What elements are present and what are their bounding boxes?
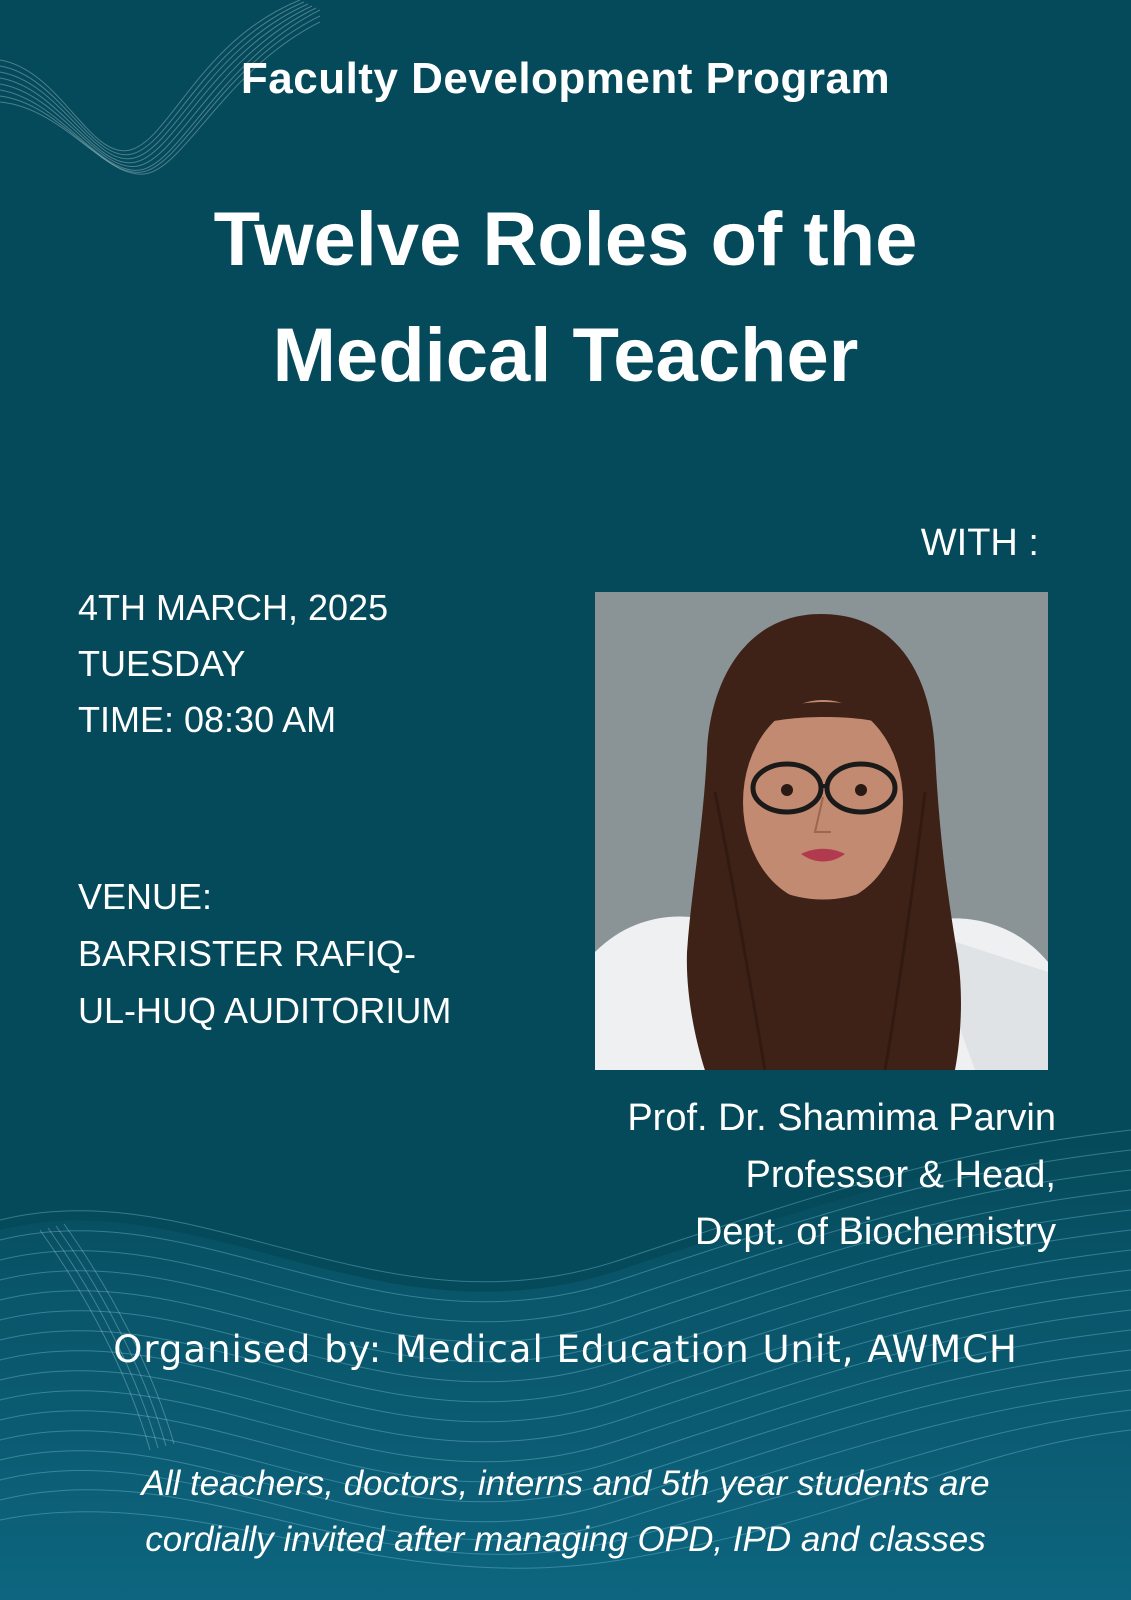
speaker-portrait-icon xyxy=(595,592,1048,1070)
venue-line-2: UL-HUQ AUDITORIUM xyxy=(78,990,452,1031)
invitation-line-2: cordially invited after managing OPD, IPD and classes xyxy=(145,1520,986,1559)
schedule-block xyxy=(78,580,388,748)
speaker-photo xyxy=(595,592,1048,1070)
venue-line-1: BARRISTER RAFIQ- xyxy=(78,933,417,974)
speaker-name: Prof. Dr. Shamima Parvin xyxy=(627,1097,1056,1139)
speaker-department: Dept. of Biochemistry xyxy=(694,1211,1056,1253)
page-title xyxy=(0,182,1131,414)
invitation-text xyxy=(0,1456,1131,1568)
title-line-1: Twelve Roles of the xyxy=(213,197,918,282)
speaker-info xyxy=(627,1090,1056,1261)
event-time: TIME: 08:30 AM xyxy=(78,699,337,740)
speaker-role: Professor & Head, xyxy=(745,1154,1056,1196)
event-day: TUESDAY xyxy=(78,643,246,684)
program-heading: Faculty Development Program xyxy=(240,54,891,103)
title-line-2: Medical Teacher xyxy=(272,313,859,398)
venue-block xyxy=(78,868,451,1039)
with-label: WITH : xyxy=(920,522,1039,564)
organiser-line: Organised by: Medical Education Unit, AWMCH xyxy=(113,1328,1018,1371)
event-date: 4TH MARCH, 2025 xyxy=(78,587,389,628)
venue-label: VENUE: xyxy=(78,876,213,917)
invitation-line-1: All teachers, doctors, interns and 5th year students are xyxy=(141,1464,990,1503)
